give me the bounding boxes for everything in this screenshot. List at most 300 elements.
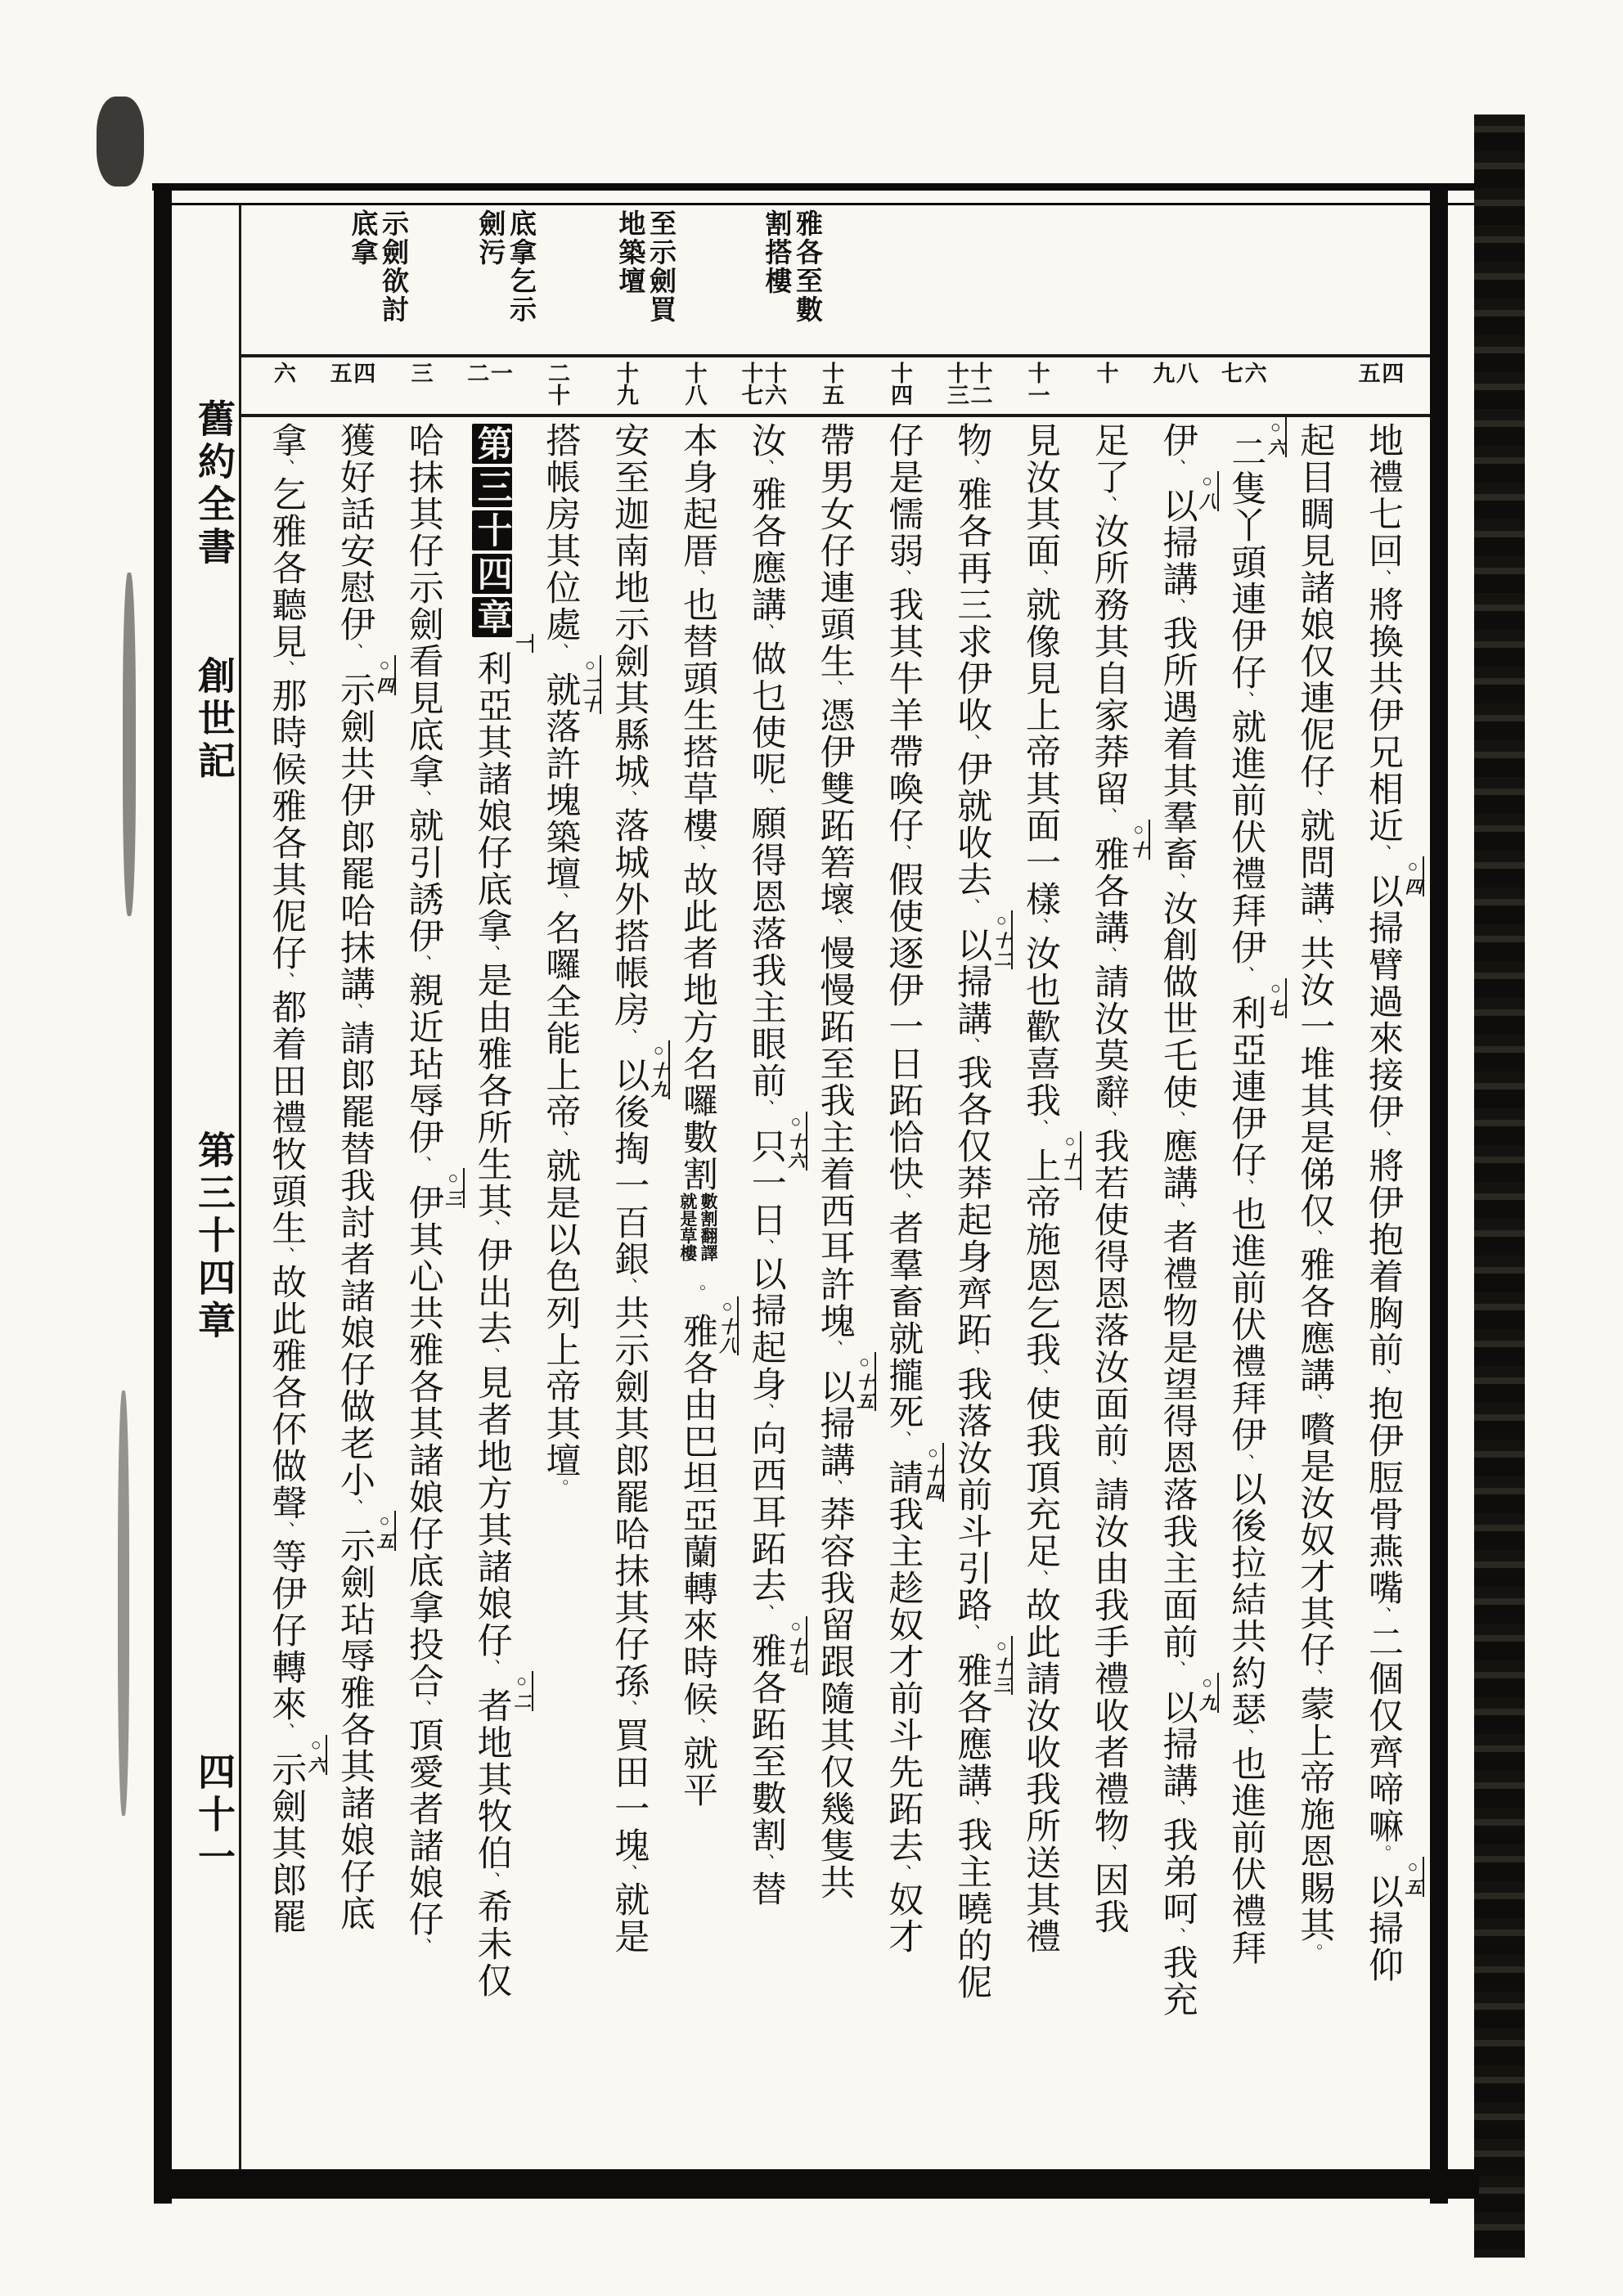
glyph: 築: [541, 819, 580, 856]
glyph: 身: [746, 1366, 785, 1403]
glyph: 伊: [403, 1184, 443, 1221]
glyph: 堆: [1295, 1045, 1334, 1082]
text-column-10: [742, 422, 806, 2172]
glyph: 伊: [1364, 1422, 1402, 1459]
glyph: 二: [1226, 434, 1266, 470]
glyph: 我: [1158, 1513, 1197, 1550]
verse-marker-number: ○十四: [923, 1443, 943, 1502]
glyph: 跟: [815, 1643, 854, 1680]
glyph: 留: [1089, 771, 1128, 807]
punctuation: 、: [1098, 1844, 1118, 1862]
text-column-11: [673, 422, 737, 2172]
glyph: 抱: [1364, 1221, 1402, 1258]
glyph: 房: [609, 991, 649, 1028]
glyph: 着: [815, 1156, 854, 1193]
glyph: 眼: [746, 1026, 785, 1063]
glyph: 共: [1226, 1618, 1266, 1655]
glyph: 伊: [1158, 422, 1197, 459]
scan-smudge-corner: [97, 97, 144, 186]
glyph: 雅: [267, 1337, 306, 1374]
glyph: 問: [1295, 844, 1334, 881]
glyph: 請: [1089, 964, 1128, 1000]
glyph: 弱: [883, 532, 923, 569]
glyph: 隻: [815, 1827, 854, 1864]
rule-below-verse-row: [239, 414, 1430, 417]
glyph: 平: [678, 1772, 717, 1808]
glyph: 進: [1226, 1233, 1266, 1269]
glyph: 一: [609, 1791, 649, 1827]
verse-marker: [693, 1296, 737, 1355]
glyph: 牧: [267, 1136, 306, 1173]
glyph: 本: [678, 422, 717, 459]
glyph: 主: [1158, 1550, 1197, 1587]
glyph: 拜: [1226, 1930, 1266, 1966]
glyph: 割: [746, 1817, 785, 1853]
glyph: 列: [541, 1295, 580, 1332]
glyph: 各: [1089, 873, 1128, 910]
glyph: 者: [472, 1401, 511, 1438]
glyph: 啼: [1364, 1771, 1402, 1808]
glyph: 前: [1226, 1269, 1266, 1306]
glyph: 其: [541, 532, 580, 569]
text-column-17: [262, 422, 326, 2172]
glyph: 各: [267, 824, 306, 861]
punctuation: 、: [481, 1347, 501, 1364]
verse-marker: [350, 1511, 394, 1551]
glyph: 銀: [609, 1241, 649, 1278]
glyph: 見: [472, 1364, 511, 1401]
punctuation: 、: [687, 1718, 707, 1735]
glyph: 利: [1226, 995, 1266, 1031]
verse-number: 十九: [613, 362, 638, 406]
verse-marker: [967, 1636, 1012, 1695]
glyph: 約: [1226, 1655, 1266, 1692]
glyph: 隻: [1226, 470, 1266, 507]
punctuation: 、: [961, 898, 982, 915]
glyph: 請: [1021, 1660, 1059, 1697]
glyph: 自: [1089, 660, 1128, 697]
glyph: 以: [815, 1368, 854, 1405]
glyph: 見: [403, 680, 443, 717]
glyph: 莽: [1089, 734, 1128, 771]
glyph: 跖: [815, 807, 854, 844]
glyph: 至: [815, 1045, 854, 1082]
glyph: 劍: [267, 1788, 306, 1825]
glyph: 牧: [472, 1798, 511, 1835]
glyph: 請: [1089, 1476, 1128, 1513]
verse-marker-number: ○十七: [785, 1616, 806, 1675]
glyph: 掃: [952, 964, 991, 1000]
verse-marker-number: 一: [511, 634, 532, 653]
glyph: 足: [1021, 1533, 1059, 1570]
verse-marker-number: ○十五: [854, 1352, 874, 1411]
glyph: 呢: [746, 751, 785, 788]
glyph: 帝: [541, 1094, 580, 1130]
glyph: 莽: [952, 1165, 991, 1202]
glyph: 共: [403, 1295, 443, 1332]
punctuation: 、: [755, 1403, 776, 1420]
glyph: 後: [609, 1094, 649, 1130]
glyph: 諸: [335, 1278, 374, 1314]
glyph: 其: [541, 1405, 580, 1442]
glyph: 拿: [403, 753, 443, 790]
glyph: 處: [541, 606, 580, 643]
glyph: 罷: [267, 1898, 306, 1935]
verse-marker-number: ○五: [1403, 1857, 1423, 1897]
glyph: 我: [1089, 1128, 1128, 1165]
glyph: 劍: [609, 1368, 649, 1405]
glyph: 塊: [609, 1827, 649, 1864]
glyph: 應: [1158, 1128, 1197, 1165]
glyph: 色: [541, 1258, 580, 1295]
summary-line: 地築壇: [614, 209, 645, 295]
glyph: 囉: [678, 1082, 717, 1119]
glyph: 汝: [746, 422, 785, 459]
verse-marker-number: ○十二: [991, 910, 1012, 969]
glyph: 共: [1295, 935, 1334, 972]
punctuation: 、: [1167, 1202, 1187, 1219]
glyph: 面: [1021, 807, 1059, 844]
glyph: 底: [472, 871, 511, 908]
punctuation: 、: [892, 1193, 913, 1210]
glyph: 收: [952, 697, 991, 734]
glyph: 老: [335, 1425, 374, 1462]
glyph: 曉: [952, 1890, 991, 1927]
glyph: 劍: [609, 643, 649, 680]
glyph: 跖: [883, 1791, 923, 1827]
punctuation: 、: [481, 1871, 501, 1889]
verse-label-col-10: [738, 362, 787, 406]
punctuation: 、: [1030, 918, 1050, 935]
glyph: 以: [952, 927, 991, 964]
chapter-title: 第三十四章: [193, 1130, 235, 1343]
glyph: 也: [1226, 1196, 1266, 1233]
glyph: 就: [403, 807, 443, 844]
glyph: 來: [1364, 1020, 1402, 1057]
glyph: 許: [815, 1266, 854, 1303]
verse-marker: [624, 1040, 669, 1099]
glyph: 位: [541, 569, 580, 606]
glyph: 奴: [1295, 1521, 1334, 1558]
summary-group-2: [615, 209, 673, 324]
glyph: 外: [609, 881, 649, 918]
glyph: 者: [1089, 1734, 1128, 1771]
glyph: 壇: [541, 1442, 580, 1479]
scan-smudge-left2: [118, 1391, 129, 1816]
glyph: 一: [746, 1165, 785, 1202]
verse-marker-number: ○四: [1403, 856, 1423, 896]
glyph: 各: [746, 513, 785, 550]
punctuation: 、: [618, 1700, 639, 1717]
glyph: 孫: [609, 1663, 649, 1700]
glyph: 前: [1364, 1332, 1402, 1368]
glyph: 拉: [1226, 1544, 1266, 1581]
glyph: 結: [1226, 1581, 1266, 1618]
text-column-12: [605, 422, 669, 2172]
glyph: 合: [403, 1663, 443, 1700]
glyph: 示: [403, 569, 443, 606]
glyph: 講: [1089, 910, 1128, 946]
glyph: 慢: [815, 972, 854, 1009]
glyph: 利: [472, 650, 511, 687]
glyph: 玷: [403, 1045, 443, 1082]
verse-number: 四: [350, 362, 375, 384]
glyph: 安: [335, 532, 374, 569]
glyph: 掏: [609, 1130, 649, 1167]
verse-number: 十四: [888, 362, 913, 406]
glyph: 講: [1158, 561, 1197, 598]
glyph: 娘: [335, 1314, 374, 1351]
glyph: 能: [541, 1020, 580, 1057]
verse-number: 二: [464, 362, 489, 384]
glyph: 起: [1295, 422, 1334, 459]
glyph: 我: [952, 1366, 991, 1403]
verse-marker-number: ○十一: [1060, 1131, 1080, 1190]
verse-marker-number: ○二十: [580, 655, 600, 714]
glyph: 者: [883, 1210, 923, 1247]
punctuation: 、: [1098, 1111, 1118, 1128]
punctuation: 、: [550, 1130, 570, 1148]
glyph: 禮: [1158, 1256, 1197, 1292]
glyph: 各: [678, 1350, 717, 1386]
verse-marker: [419, 1168, 463, 1208]
text-column-1: [1359, 422, 1423, 2172]
glyph: 近: [1364, 807, 1402, 844]
glyph: 請: [335, 1020, 374, 1057]
glyph: 至: [746, 1743, 785, 1780]
glyph: 仔: [403, 1516, 443, 1552]
glyph: 引: [952, 1550, 991, 1587]
glyph: 耳: [815, 1229, 854, 1266]
glyph: 留: [815, 1606, 854, 1643]
glyph: 禮: [1226, 856, 1266, 892]
glyph: 娘: [472, 1585, 511, 1622]
punctuation: 。: [550, 1479, 570, 1496]
glyph: 講: [1158, 1165, 1197, 1202]
glyph: 娘: [403, 1864, 443, 1901]
page-number: 四十一: [193, 1752, 235, 1880]
glyph: 做: [746, 640, 785, 677]
summary-line: 底拿乞示: [506, 209, 535, 324]
glyph: 數: [678, 1119, 717, 1156]
glyph: 使: [883, 898, 923, 935]
glyph: 物: [1158, 1292, 1197, 1329]
glyph: 仔: [609, 1626, 649, 1663]
glyph: 就: [609, 1881, 649, 1918]
glyph: 者: [335, 1241, 374, 1278]
punctuation: 、: [412, 1156, 433, 1173]
punctuation: 、: [892, 1431, 913, 1448]
punctuation: 、: [1030, 569, 1050, 586]
punctuation: 、: [1167, 459, 1187, 476]
glyph: 巴: [678, 1423, 717, 1460]
glyph: 仔: [883, 807, 923, 844]
glyph: 見: [1021, 422, 1059, 459]
verse-label-col-3: [1218, 362, 1266, 384]
glyph: 獲: [335, 422, 374, 459]
glyph: 牛: [883, 660, 923, 697]
glyph: 做: [1158, 964, 1197, 1000]
punctuation: 、: [755, 1099, 776, 1117]
glyph: 搭: [609, 918, 649, 955]
glyph: 箬: [815, 844, 854, 881]
glyph: 塊: [815, 1303, 854, 1340]
text-column-3: [1221, 417, 1286, 2172]
glyph: 落: [609, 807, 649, 844]
glyph: 縣: [609, 717, 649, 753]
glyph: 我: [1089, 1587, 1128, 1624]
glyph: 雅: [403, 1332, 443, 1368]
glyph: 是: [1158, 1329, 1197, 1366]
punctuation: 、: [824, 680, 844, 697]
glyph: 跖: [815, 1009, 854, 1045]
glyph: 睭: [1295, 496, 1334, 532]
glyph: 諸: [335, 1785, 374, 1822]
glyph: 嚽: [1295, 1411, 1334, 1448]
glyph: 所: [1089, 550, 1128, 586]
glyph: 囉: [541, 946, 580, 983]
verse-marker: [1036, 1131, 1080, 1190]
glyph: 應: [952, 1726, 991, 1763]
glyph: 轉: [267, 1649, 306, 1686]
glyph: 由: [472, 999, 511, 1036]
verse-number: 十三: [943, 362, 969, 406]
glyph: 假: [883, 861, 923, 898]
glyph: 禮: [1226, 1893, 1266, 1930]
glyph: 頂: [1021, 1459, 1059, 1496]
glyph: 以: [746, 1256, 785, 1292]
glyph: 前: [1158, 1624, 1197, 1660]
glyph: 生: [678, 697, 717, 734]
punctuation: 、: [755, 1238, 776, 1256]
punctuation: 、: [1098, 496, 1118, 513]
glyph: 施: [1021, 1221, 1059, 1258]
glyph: 方: [472, 1475, 511, 1512]
glyph: 示: [335, 1527, 374, 1564]
punctuation: 、: [1030, 1570, 1050, 1587]
punctuation: 。: [1373, 1844, 1392, 1862]
glyph: 各: [403, 1368, 443, 1405]
punctuation: 、: [1373, 1130, 1392, 1148]
glyph: 跖: [746, 1706, 785, 1743]
glyph: 隨: [815, 1680, 854, 1717]
punctuation: 、: [892, 844, 913, 861]
glyph: 伊: [472, 1237, 511, 1274]
glyph: 身: [952, 1238, 991, 1275]
glyph: 畜: [1158, 836, 1197, 873]
glyph: 亞: [472, 687, 511, 724]
glyph: 共: [335, 745, 374, 782]
glyph: 講: [1158, 1763, 1197, 1800]
glyph: 誘: [403, 881, 443, 918]
glyph: 我: [952, 1817, 991, 1853]
punctuation: 、: [618, 1278, 639, 1295]
glyph: 至: [609, 459, 649, 496]
glyph: 各: [267, 550, 306, 586]
glyph: 頭: [815, 606, 854, 643]
punctuation: 、: [1235, 966, 1256, 983]
glyph: 落: [746, 915, 785, 952]
verse-marker: [1173, 1673, 1217, 1713]
glyph: 就: [541, 672, 580, 708]
punctuation: 、: [1235, 691, 1256, 708]
glyph: 數: [746, 1780, 785, 1817]
glyph: 的: [952, 1927, 991, 1964]
punctuation: 、: [1235, 1728, 1256, 1746]
glyph: 跖: [952, 1312, 991, 1349]
glyph: 男: [815, 459, 854, 496]
glyph: 上: [541, 1332, 580, 1368]
glyph: 骨: [1364, 1496, 1402, 1533]
glyph: 仅: [1295, 643, 1334, 680]
glyph: 雅: [746, 1633, 785, 1669]
glyph: 仔: [403, 1901, 443, 1938]
glyph: 連: [1226, 581, 1266, 618]
glyph: 亞: [1226, 1031, 1266, 1068]
verse-marker: [1104, 820, 1149, 860]
interlinear-gloss: [677, 1193, 717, 1284]
glyph: 胸: [1364, 1295, 1402, 1332]
glyph: 一: [1295, 1009, 1334, 1045]
glyph: 是: [1295, 1448, 1334, 1485]
glyph: 是: [541, 1184, 580, 1221]
glyph: 羊: [883, 697, 923, 734]
glyph: 各: [952, 513, 991, 550]
glyph: 仔: [883, 422, 923, 459]
glyph: 其: [609, 1589, 649, 1626]
verse-marker: [488, 1671, 532, 1711]
verse-marker-number: ○五: [375, 1511, 394, 1551]
glyph: 禮: [1089, 1771, 1128, 1808]
glyph: 伊: [335, 606, 374, 643]
verse-number: 七: [1218, 362, 1243, 384]
glyph: 禮: [1226, 1343, 1266, 1380]
glyph: 來: [267, 1686, 306, 1723]
glyph: 乇: [1158, 1037, 1197, 1074]
glyph: 弟: [1158, 1853, 1197, 1890]
glyph: 伊: [403, 1119, 443, 1156]
frame-bottom: [154, 2169, 1479, 2199]
glyph: 也: [678, 586, 717, 623]
glyph: 拜: [1226, 1380, 1266, 1417]
verse-marker-number: ○八: [1197, 471, 1217, 511]
punctuation: 、: [276, 972, 296, 989]
glyph: 我: [815, 1570, 854, 1606]
verse-marker: [350, 655, 394, 695]
glyph: 故: [678, 861, 717, 898]
glyph: 哈: [609, 1516, 649, 1552]
glyph: 使: [746, 714, 785, 751]
verse-marker: [281, 1735, 326, 1775]
text-column-16: [330, 422, 394, 2172]
verse-marker: [1241, 417, 1286, 457]
glyph: 過: [1364, 983, 1402, 1020]
summary-line: 劍污: [474, 209, 505, 267]
glyph: 雅: [335, 1674, 374, 1711]
glyph: 前: [1226, 1819, 1266, 1856]
glyph: 伊: [883, 972, 923, 1009]
glyph: 辱: [403, 1082, 443, 1119]
verse-number: 六: [270, 362, 295, 384]
glyph: 拿: [472, 908, 511, 945]
glyph: 我: [883, 1496, 923, 1533]
punctuation: 、: [824, 1340, 844, 1357]
glyph: 其: [609, 680, 649, 717]
glyph: 像: [1021, 623, 1059, 660]
glyph: 趁: [883, 1570, 923, 1606]
glyph: 候: [267, 751, 306, 788]
glyph: 各: [952, 1689, 991, 1726]
